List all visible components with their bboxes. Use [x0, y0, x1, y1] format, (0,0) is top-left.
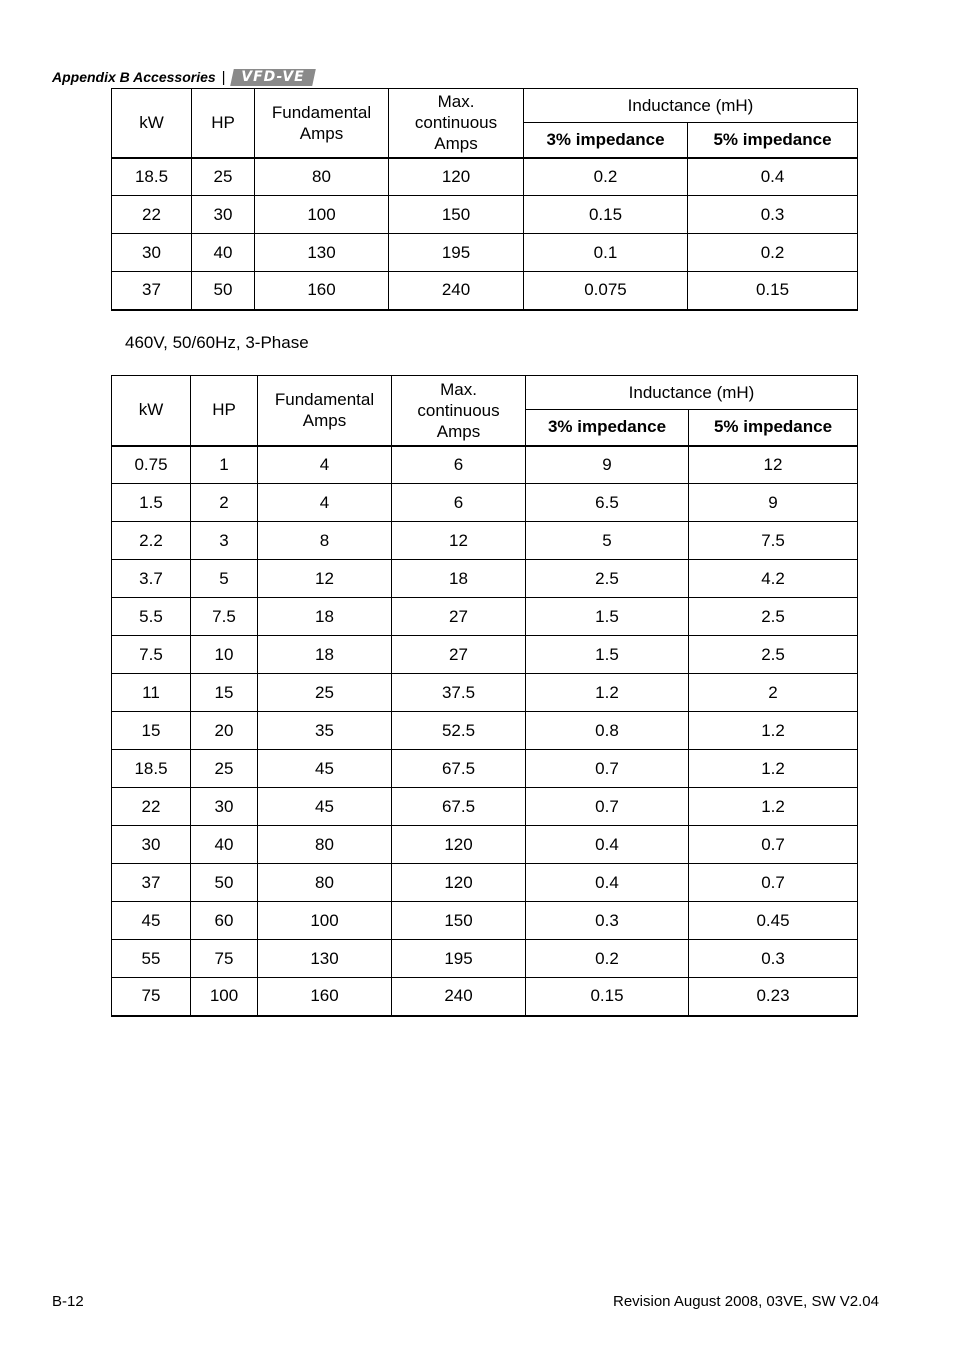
- inductance-table-2: [111, 375, 858, 1017]
- table-row: [112, 196, 858, 234]
- cell-hp: 1: [191, 446, 258, 484]
- logo-text: VFD-VE: [240, 68, 305, 85]
- table-row: [112, 674, 858, 712]
- cell-kw: 55: [112, 940, 191, 978]
- cell-fundamental-amps: 130: [258, 940, 392, 978]
- cell-inductance-5pct: 0.23: [689, 978, 858, 1016]
- table-row: [112, 598, 858, 636]
- cell-kw: 30: [112, 826, 191, 864]
- header-inductance: Inductance (mH): [524, 89, 858, 123]
- cell-fundamental-amps: 45: [258, 750, 392, 788]
- cell-kw: 30: [112, 234, 192, 272]
- cell-fundamental-amps: 4: [258, 446, 392, 484]
- table-row: [112, 712, 858, 750]
- cell-inductance-3pct: 5: [526, 522, 689, 560]
- header-fundamental-amps: [255, 89, 389, 158]
- cell-inductance-3pct: 0.3: [526, 902, 689, 940]
- cell-inductance-3pct: 0.4: [526, 864, 689, 902]
- table-row: [112, 234, 858, 272]
- table-row: [112, 446, 858, 484]
- cell-kw: 7.5: [112, 636, 191, 674]
- cell-inductance-5pct: 0.3: [689, 940, 858, 978]
- cell-inductance-3pct: 0.1: [524, 234, 688, 272]
- cell-inductance-5pct: 1.2: [689, 712, 858, 750]
- cell-hp: 15: [191, 674, 258, 712]
- table-row: [112, 978, 858, 1016]
- cell-inductance-5pct: 2: [689, 674, 858, 712]
- cell-kw: 45: [112, 902, 191, 940]
- cell-inductance-3pct: 1.5: [526, 598, 689, 636]
- header-3pct-impedance: 3% impedance: [524, 123, 688, 158]
- cell-hp: 25: [191, 750, 258, 788]
- cell-max-continuous-amps: 37.5: [392, 674, 526, 712]
- cell-max-continuous-amps: 27: [392, 636, 526, 674]
- cell-max-continuous-amps: 120: [392, 826, 526, 864]
- cell-inductance-5pct: 7.5: [689, 522, 858, 560]
- cell-kw: 3.7: [112, 560, 191, 598]
- header-fundamental-amps-text: Fundamental Amps: [271, 102, 372, 143]
- cell-fundamental-amps: 80: [255, 158, 389, 196]
- table-row: [112, 826, 858, 864]
- cell-max-continuous-amps: 150: [389, 196, 524, 234]
- cell-fundamental-amps: 100: [255, 196, 389, 234]
- cell-inductance-5pct: 0.7: [689, 864, 858, 902]
- cell-inductance-5pct: 0.7: [689, 826, 858, 864]
- cell-inductance-5pct: 4.2: [689, 560, 858, 598]
- cell-max-continuous-amps: 12: [392, 522, 526, 560]
- table-row: [112, 484, 858, 522]
- cell-hp: 50: [192, 272, 255, 310]
- header-separator: |: [221, 68, 226, 86]
- cell-max-continuous-amps: 67.5: [392, 750, 526, 788]
- cell-fundamental-amps: 45: [258, 788, 392, 826]
- cell-hp: 40: [191, 826, 258, 864]
- cell-kw: 1.5: [112, 484, 191, 522]
- cell-hp: 2: [191, 484, 258, 522]
- cell-max-continuous-amps: 240: [392, 978, 526, 1016]
- cell-kw: 15: [112, 712, 191, 750]
- cell-inductance-3pct: 0.7: [526, 788, 689, 826]
- cell-max-continuous-amps: 18: [392, 560, 526, 598]
- cell-hp: 100: [191, 978, 258, 1016]
- cell-kw: 2.2: [112, 522, 191, 560]
- cell-inductance-5pct: 0.15: [688, 272, 858, 310]
- cell-fundamental-amps: 8: [258, 522, 392, 560]
- cell-max-continuous-amps: 120: [392, 864, 526, 902]
- cell-inductance-3pct: 0.15: [526, 978, 689, 1016]
- table-2-body: [112, 446, 858, 1016]
- inductance-table-1: [111, 88, 858, 311]
- cell-inductance-3pct: 0.2: [526, 940, 689, 978]
- cell-hp: 30: [191, 788, 258, 826]
- cell-inductance-3pct: 1.5: [526, 636, 689, 674]
- header-kw: kW: [112, 89, 192, 158]
- table-row: [112, 272, 858, 310]
- cell-fundamental-amps: 18: [258, 598, 392, 636]
- cell-hp: 20: [191, 712, 258, 750]
- cell-max-continuous-amps: 120: [389, 158, 524, 196]
- table-row: [112, 560, 858, 598]
- cell-hp: 60: [191, 902, 258, 940]
- cell-inductance-3pct: 1.2: [526, 674, 689, 712]
- cell-inductance-3pct: 0.15: [524, 196, 688, 234]
- cell-inductance-3pct: 6.5: [526, 484, 689, 522]
- header-max-continuous-amps: [389, 89, 524, 158]
- cell-hp: 50: [191, 864, 258, 902]
- header-hp: HP: [191, 376, 258, 446]
- cell-inductance-5pct: 0.3: [688, 196, 858, 234]
- cell-hp: 30: [192, 196, 255, 234]
- table-row: [112, 158, 858, 196]
- cell-inductance-5pct: 0.2: [688, 234, 858, 272]
- cell-max-continuous-amps: 6: [392, 484, 526, 522]
- cell-hp: 7.5: [191, 598, 258, 636]
- cell-kw: 11: [112, 674, 191, 712]
- cell-kw: 37: [112, 864, 191, 902]
- cell-hp: 25: [192, 158, 255, 196]
- header-3pct-impedance: 3% impedance: [526, 410, 689, 446]
- table-row: [112, 788, 858, 826]
- header-title: Appendix B Accessories: [52, 69, 216, 85]
- cell-fundamental-amps: 35: [258, 712, 392, 750]
- cell-max-continuous-amps: 150: [392, 902, 526, 940]
- cell-inductance-5pct: 2.5: [689, 598, 858, 636]
- cell-fundamental-amps: 130: [255, 234, 389, 272]
- cell-inductance-3pct: 0.075: [524, 272, 688, 310]
- table-2-caption: 460V, 50/60Hz, 3-Phase: [125, 333, 309, 352]
- table-1-body: [112, 158, 858, 310]
- header-5pct-impedance: 5% impedance: [688, 123, 858, 158]
- cell-max-continuous-amps: 240: [389, 272, 524, 310]
- header-5pct-impedance: 5% impedance: [689, 410, 858, 446]
- revision-info: Revision August 2008, 03VE, SW V2.04: [613, 1293, 879, 1310]
- cell-fundamental-amps: 100: [258, 902, 392, 940]
- cell-fundamental-amps: 80: [258, 826, 392, 864]
- cell-fundamental-amps: 4: [258, 484, 392, 522]
- cell-kw: 18.5: [112, 750, 191, 788]
- table-row: [112, 750, 858, 788]
- cell-hp: 3: [191, 522, 258, 560]
- cell-inductance-5pct: 0.45: [689, 902, 858, 940]
- cell-inductance-5pct: 9: [689, 484, 858, 522]
- cell-fundamental-amps: 25: [258, 674, 392, 712]
- cell-inductance-3pct: 0.7: [526, 750, 689, 788]
- cell-fundamental-amps: 160: [255, 272, 389, 310]
- header-max-continuous-amps-text: Max. continuous Amps: [417, 379, 500, 441]
- table-row: [112, 940, 858, 978]
- table-row: [112, 636, 858, 674]
- page-header: [52, 67, 314, 87]
- cell-kw: 75: [112, 978, 191, 1016]
- header-max-continuous-amps-text: Max. continuous Amps: [414, 92, 498, 154]
- cell-inductance-3pct: 2.5: [526, 560, 689, 598]
- cell-fundamental-amps: 18: [258, 636, 392, 674]
- cell-inductance-5pct: 12: [689, 446, 858, 484]
- cell-max-continuous-amps: 67.5: [392, 788, 526, 826]
- cell-inductance-5pct: 0.4: [688, 158, 858, 196]
- cell-max-continuous-amps: 27: [392, 598, 526, 636]
- cell-kw: 37: [112, 272, 192, 310]
- cell-kw: 22: [112, 196, 192, 234]
- header-kw: kW: [112, 376, 191, 446]
- cell-hp: 5: [191, 560, 258, 598]
- cell-max-continuous-amps: 195: [392, 940, 526, 978]
- page-number: B-12: [52, 1293, 84, 1310]
- table-row: [112, 902, 858, 940]
- cell-kw: 18.5: [112, 158, 192, 196]
- cell-hp: 40: [192, 234, 255, 272]
- vfd-ve-logo: [230, 69, 316, 86]
- header-fundamental-amps-text: Fundamental Amps: [274, 390, 375, 431]
- cell-inductance-5pct: 1.2: [689, 788, 858, 826]
- cell-kw: 0.75: [112, 446, 191, 484]
- cell-inductance-3pct: 0.8: [526, 712, 689, 750]
- cell-inductance-5pct: 2.5: [689, 636, 858, 674]
- cell-inductance-5pct: 1.2: [689, 750, 858, 788]
- cell-inductance-3pct: 9: [526, 446, 689, 484]
- cell-fundamental-amps: 80: [258, 864, 392, 902]
- header-inductance: Inductance (mH): [526, 376, 858, 410]
- cell-fundamental-amps: 160: [258, 978, 392, 1016]
- cell-max-continuous-amps: 52.5: [392, 712, 526, 750]
- cell-max-continuous-amps: 6: [392, 446, 526, 484]
- cell-inductance-3pct: 0.2: [524, 158, 688, 196]
- cell-kw: 5.5: [112, 598, 191, 636]
- cell-kw: 22: [112, 788, 191, 826]
- table-row: [112, 864, 858, 902]
- cell-hp: 75: [191, 940, 258, 978]
- cell-max-continuous-amps: 195: [389, 234, 524, 272]
- cell-hp: 10: [191, 636, 258, 674]
- cell-fundamental-amps: 12: [258, 560, 392, 598]
- header-fundamental-amps: [258, 376, 392, 446]
- header-max-continuous-amps: [392, 376, 526, 446]
- cell-inductance-3pct: 0.4: [526, 826, 689, 864]
- header-hp: HP: [192, 89, 255, 158]
- table-row: [112, 522, 858, 560]
